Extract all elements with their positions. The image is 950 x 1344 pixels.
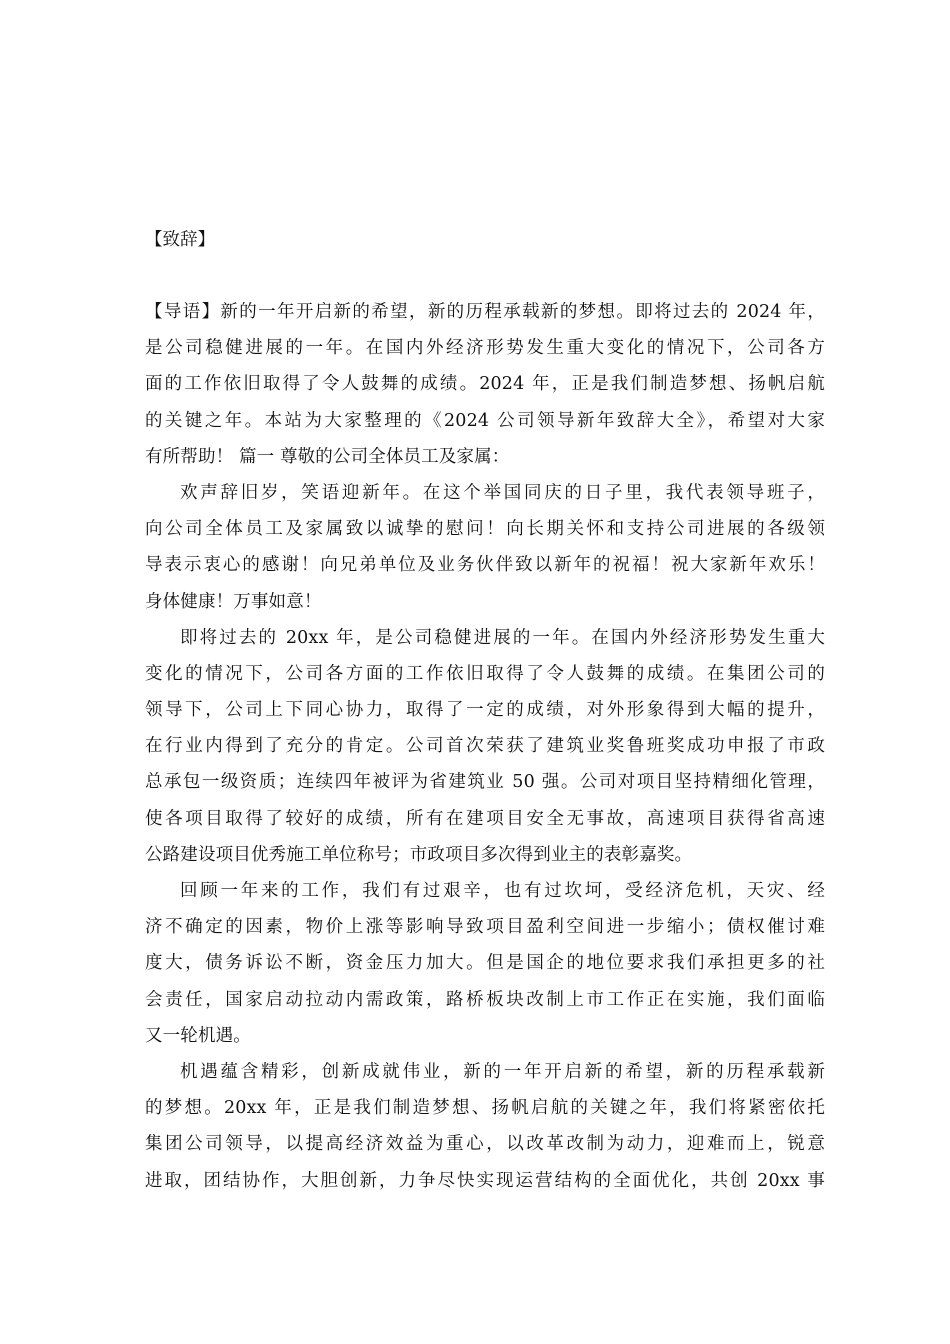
document-page (145, 222, 825, 1199)
paragraph-line: 集团公司领导，以提高经济效益为重心，以改革改制为动力，迎难而上，锐意 (145, 1134, 825, 1155)
paragraph-line: 使各项目取得了较好的成绩，所有在建项目安全无事故，高速项目获得省高速 (145, 808, 825, 829)
paragraph-line: 回顾一年来的工作，我们有过艰辛，也有过坎坷，受经济危机，天灾、经 (180, 881, 825, 901)
paragraph-line: 机遇蕴含精彩，创新成就伟业，新的一年开启新的希望，新的历程承载新 (180, 1061, 825, 1082)
paragraph-line: 进取，团结协作，大胆创新，力争尽快实现运营结构的全面优化，共创 20xx 事 (145, 1170, 825, 1191)
paragraph-line: 又一轮机遇。 (145, 1025, 251, 1046)
paragraph (145, 294, 825, 475)
paragraph-line: 的梦想。20xx 年，正是我们制造梦想、扬帆启航的关键之年，我们将紧密依托 (145, 1098, 825, 1119)
paragraph (145, 873, 825, 1054)
paragraph-line: 向公司全体员工及家属致以诚挚的慰问！向长期关怀和支持公司进展的各级领 (145, 519, 825, 540)
paragraph-line: 总承包一级资质；连续四年被评为省建筑业 50 强。公司对项目坚持精细化管理， (145, 772, 825, 793)
paragraph-line: 领导下，公司上下同心协力，取得了一定的成绩，对外形象得到大幅的提升， (145, 700, 825, 721)
document-body (145, 294, 825, 1199)
paragraph-line: 变化的情况下，公司各方面的工作依旧取得了令人鼓舞的成绩。在集团公司的 (145, 663, 825, 684)
paragraph-line: 欢声辞旧岁，笑语迎新年。在这个举国同庆的日子里，我代表领导班子， (180, 482, 825, 503)
paragraph-line: 公路建设项目优秀施工单位称号；市政项目多次得到业主的表彰嘉奖。 (145, 844, 693, 865)
paragraph-line: 会责任，国家启动拉动内需政策，路桥板块改制上市工作正在实施，我们面临 (145, 989, 825, 1010)
document-heading: 【致辞】 (145, 230, 215, 250)
paragraph-line: 是公司稳健进展的一年。在国内外经济形势发生重大变化的情况下，公司各方 (145, 338, 825, 359)
paragraph-line: 在行业内得到了充分的肯定。公司首次荣获了建筑业奖鲁班奖成功申报了市政 (145, 736, 825, 757)
paragraph-line: 身体健康！万事如意！ (145, 591, 322, 612)
paragraph-line: 即将过去的 20xx 年，是公司稳健进展的一年。在国内外经济形势发生重大 (180, 627, 825, 648)
paragraph-line: 济不确定的因素，物价上涨等影响导致项目盈利空间进一步缩小；债权催讨难 (145, 917, 825, 938)
paragraph (145, 620, 825, 873)
paragraph-line: 有所帮助！ 篇一 尊敬的公司全体员工及家属： (145, 446, 510, 467)
paragraph (145, 475, 825, 620)
paragraph (145, 1054, 825, 1199)
paragraph-line: 【导语】新的一年开启新的希望，新的历程承载新的梦想。即将过去的 2024 年， (145, 302, 825, 322)
paragraph-line: 度大，债务诉讼不断，资金压力加大。但是国企的地位要求我们承担更多的社 (145, 953, 825, 974)
paragraph-line: 导表示衷心的感谢！向兄弟单位及业务伙伴致以新年的祝福！祝大家新年欢乐！ (145, 555, 825, 576)
paragraph-line: 的关键之年。本站为大家整理的《2024 公司领导新年致辞大全》，希望对大家 (145, 410, 825, 431)
paragraph-line: 面的工作依旧取得了令人鼓舞的成绩。2024 年，正是我们制造梦想、扬帆启航 (145, 374, 825, 395)
